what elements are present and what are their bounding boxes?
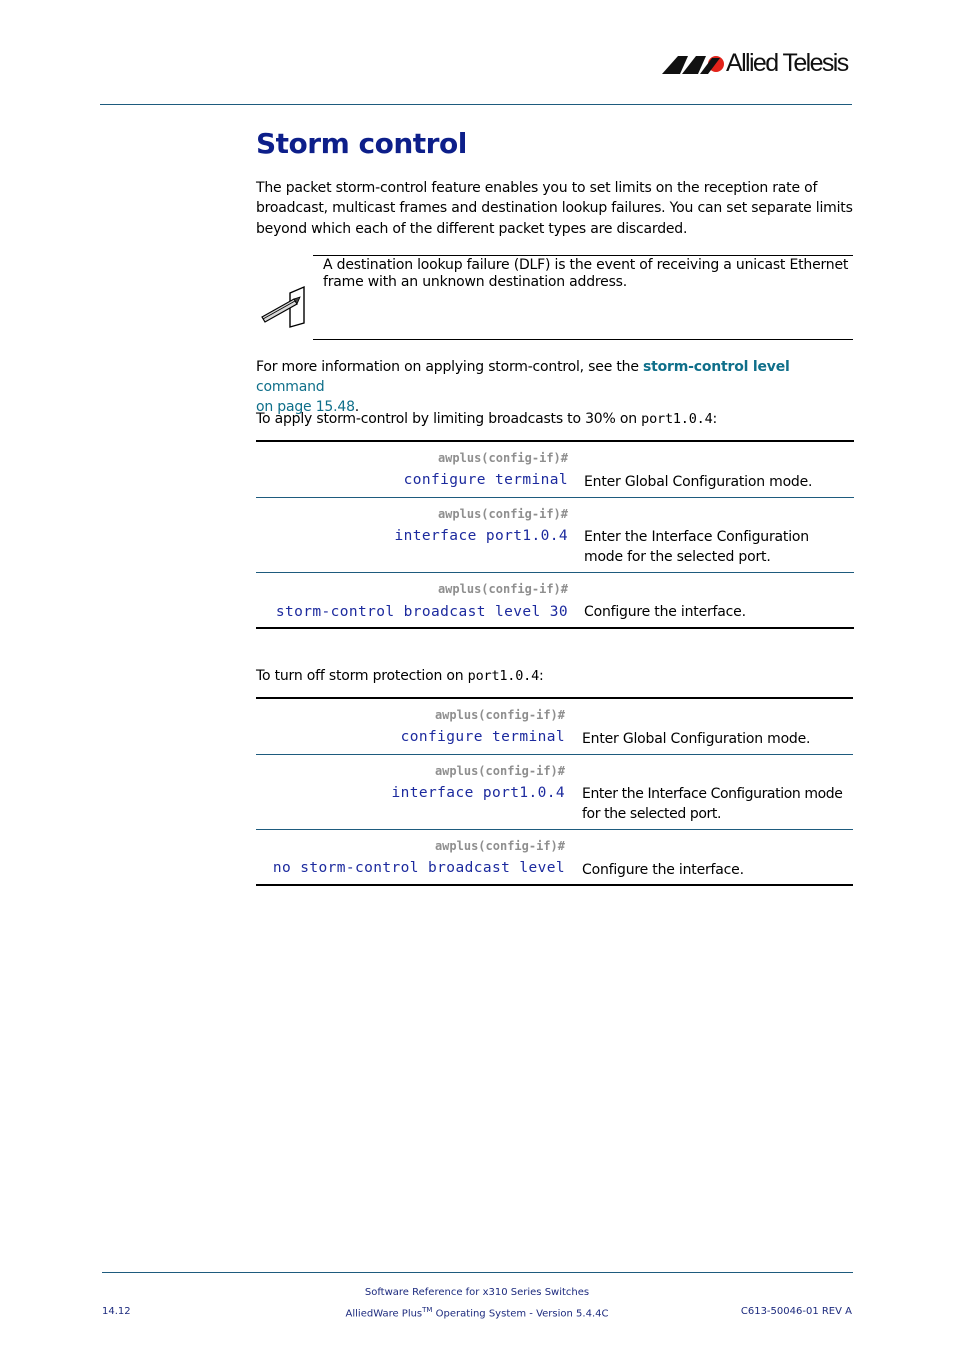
- pen-note-icon: [260, 285, 308, 329]
- page-title: Storm control: [256, 127, 467, 160]
- cli-command: no storm-control broadcast level: [272, 860, 565, 876]
- footer-rule: [102, 1272, 853, 1273]
- table-top-rule: [256, 440, 854, 442]
- note-line: frame with an unknown destination address.: [323, 274, 628, 290]
- description-line: mode for the selected port.: [584, 549, 771, 565]
- description-line: Enter Global Configuration mode.: [584, 474, 813, 490]
- more-info-suffix: .: [354, 399, 360, 415]
- row-divider: [256, 829, 853, 830]
- cli-command: interface port1.0.4: [391, 785, 565, 801]
- note-top-rule: [313, 255, 853, 256]
- description-line: Enter the Interface Configuration mode: [582, 786, 843, 802]
- description-line: for the selected port.: [582, 806, 722, 822]
- more-info-paragraph: [256, 357, 856, 417]
- table-top-rule: [256, 697, 853, 699]
- footer-product: AlliedWare Plus: [345, 1308, 423, 1320]
- more-info-prefix: For more information on applying storm-control, see the: [256, 359, 643, 375]
- command-description: [582, 784, 853, 824]
- intro-line: broadcast, multicast frames and destination lookup failures. You can set separate limits: [256, 200, 853, 216]
- cli-command: interface port1.0.4: [394, 528, 568, 544]
- intro-line: The packet storm-control feature enables you to set limits on the reception rate of: [256, 180, 818, 196]
- row-divider: [256, 497, 854, 498]
- command-link[interactable]: command: [256, 379, 325, 395]
- intro-paragraph: [256, 178, 856, 239]
- logo-wordmark: Allied Telesis: [726, 49, 848, 77]
- command-description: [584, 472, 854, 492]
- command-description: [584, 527, 854, 567]
- turn-off-suffix: :: [539, 668, 544, 684]
- command-description: [582, 860, 853, 880]
- port-name: port1.0.4: [641, 411, 713, 427]
- port-name: port1.0.4: [467, 668, 540, 684]
- cli-prompt: awplus(config-if)#: [434, 839, 565, 853]
- trademark: TM: [422, 1306, 433, 1314]
- footer-doc-title: Software Reference for x310 Series Switches: [364, 1287, 590, 1298]
- header-rule: [100, 104, 852, 105]
- apply-paragraph: [256, 409, 856, 429]
- cli-prompt: awplus(config-if)#: [437, 451, 568, 465]
- turn-off-paragraph: [256, 666, 856, 686]
- cli-prompt: awplus(config-if)#: [434, 764, 565, 778]
- description-line: Enter the Interface Configuration: [584, 529, 809, 545]
- description-line: Configure the interface.: [582, 862, 744, 878]
- cli-command: configure terminal: [403, 472, 568, 488]
- page-reference-link[interactable]: on page 15.48: [256, 399, 355, 415]
- intro-line: beyond which each of the different packet types are discarded.: [256, 221, 688, 237]
- apply-suffix: :: [712, 411, 718, 427]
- command-table-turn-off: [256, 697, 853, 887]
- note-text: [323, 257, 851, 291]
- note-bottom-rule: [313, 339, 853, 340]
- cli-command: storm-control broadcast level 30: [275, 604, 568, 620]
- description-line: Enter Global Configuration mode.: [582, 731, 811, 747]
- footer-page-number: 14.12: [102, 1306, 131, 1317]
- table-bottom-rule: [256, 627, 854, 629]
- turn-off-prefix: To turn off storm protection on: [256, 668, 468, 684]
- row-divider: [256, 754, 853, 755]
- footer-version: Operating System - Version 5.4.4C: [432, 1308, 609, 1320]
- command-description: [582, 729, 853, 749]
- cli-prompt: awplus(config-if)#: [437, 582, 568, 596]
- note-line: A destination lookup failure (DLF) is the event of receiving a unicast Ethernet: [323, 257, 849, 273]
- command-description: [584, 602, 854, 622]
- footer-doc-id: C613-50046-01 REV A: [740, 1306, 852, 1317]
- table-bottom-rule: [256, 884, 853, 886]
- cli-prompt: awplus(config-if)#: [434, 708, 565, 722]
- cli-prompt: awplus(config-if)#: [437, 507, 568, 521]
- description-line: Configure the interface.: [584, 604, 746, 620]
- command-table-apply: [256, 440, 854, 630]
- cli-command: configure terminal: [400, 729, 565, 745]
- row-divider: [256, 572, 854, 573]
- apply-prefix: To apply storm-control by limiting broadcasts to 30% on: [256, 411, 642, 427]
- storm-control-level-link[interactable]: storm-control level: [642, 359, 790, 375]
